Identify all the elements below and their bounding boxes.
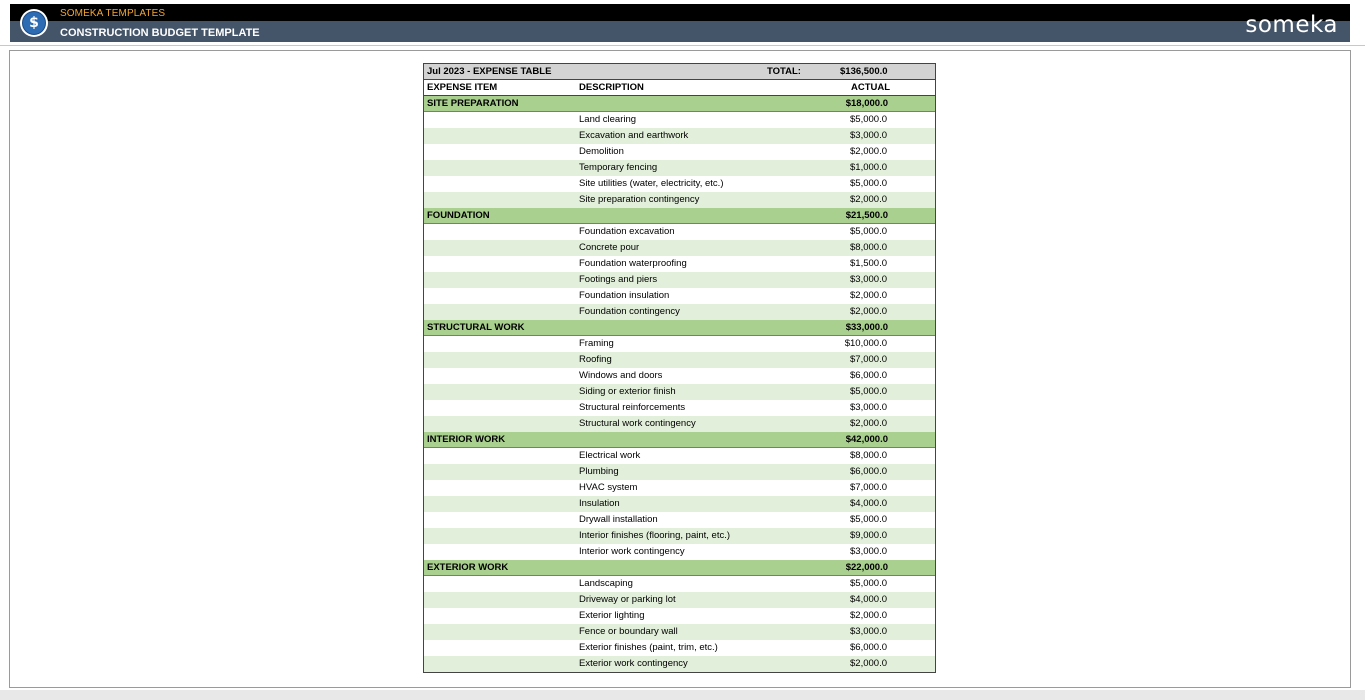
category-name: SITE PREPARATION (427, 98, 519, 109)
item-description: Structural reinforcements (579, 402, 686, 413)
category-total: $18,000.0 (845, 98, 888, 109)
item-description: Foundation waterproofing (579, 258, 687, 269)
item-amount: $5,000.0 (850, 114, 887, 125)
item-description: Fence or boundary wall (579, 626, 678, 637)
item-amount: $5,000.0 (850, 386, 887, 397)
category-total: $42,000.0 (845, 434, 888, 445)
table-row[interactable] (424, 448, 935, 464)
item-amount: $8,000.0 (850, 242, 887, 253)
category-row[interactable] (424, 320, 935, 336)
table-row[interactable] (424, 464, 935, 480)
table-row[interactable] (424, 192, 935, 208)
header-divider (0, 45, 1365, 46)
table-row[interactable] (424, 256, 935, 272)
item-description: Excavation and earthwork (579, 130, 689, 141)
dollar-coin-icon: $ (22, 11, 46, 35)
item-description: Interior work contingency (579, 546, 685, 557)
someka-wordmark[interactable]: someka (1245, 12, 1338, 38)
total-value: $136,500.0 (840, 66, 888, 77)
item-amount: $5,000.0 (850, 178, 887, 189)
table-row[interactable] (424, 624, 935, 640)
table-row[interactable] (424, 112, 935, 128)
expense-table (423, 63, 936, 673)
table-row[interactable] (424, 512, 935, 528)
table-row[interactable] (424, 304, 935, 320)
item-amount: $3,000.0 (850, 626, 887, 637)
logo[interactable] (20, 9, 48, 37)
table-title: Jul 2023 - EXPENSE TABLE (427, 66, 552, 77)
bottom-strip (0, 690, 1365, 700)
table-row[interactable] (424, 272, 935, 288)
item-description: Exterior finishes (paint, trim, etc.) (579, 642, 718, 653)
brand-name[interactable]: SOMEKA TEMPLATES (60, 8, 166, 19)
table-row[interactable] (424, 480, 935, 496)
item-description: Electrical work (579, 450, 641, 461)
item-description: Structural work contingency (579, 418, 696, 429)
item-description: Insulation (579, 498, 620, 509)
item-description: Demolition (579, 146, 624, 157)
item-amount: $2,000.0 (850, 146, 887, 157)
item-amount: $6,000.0 (850, 466, 887, 477)
item-amount: $5,000.0 (850, 226, 887, 237)
table-row[interactable] (424, 592, 935, 608)
item-description: Site utilities (water, electricity, etc.) (579, 178, 724, 189)
item-amount: $3,000.0 (850, 546, 887, 557)
column-header-actual: ACTUAL (851, 82, 891, 93)
category-row[interactable] (424, 96, 935, 112)
column-header-description: DESCRIPTION (579, 82, 644, 93)
item-amount: $9,000.0 (850, 530, 887, 541)
item-description: Footings and piers (579, 274, 658, 285)
category-name: STRUCTURAL WORK (427, 322, 525, 333)
item-description: Exterior lighting (579, 610, 645, 621)
column-header-expense-item: EXPENSE ITEM (427, 82, 498, 93)
item-amount: $7,000.0 (850, 482, 887, 493)
table-row[interactable] (424, 368, 935, 384)
table-row[interactable] (424, 656, 935, 672)
item-amount: $2,000.0 (850, 418, 887, 429)
table-row[interactable] (424, 336, 935, 352)
table-row[interactable] (424, 608, 935, 624)
table-row[interactable] (424, 528, 935, 544)
item-amount: $1,500.0 (850, 258, 887, 269)
item-amount: $6,000.0 (850, 642, 887, 653)
table-row[interactable] (424, 400, 935, 416)
item-description: Interior finishes (flooring, paint, etc.) (579, 530, 731, 541)
item-description: Foundation contingency (579, 306, 680, 317)
table-row[interactable] (424, 544, 935, 560)
item-amount: $2,000.0 (850, 194, 887, 205)
item-amount: $1,000.0 (850, 162, 887, 173)
item-amount: $2,000.0 (850, 290, 887, 301)
item-amount: $2,000.0 (850, 306, 887, 317)
table-row[interactable] (424, 224, 935, 240)
table-row[interactable] (424, 144, 935, 160)
table-row[interactable] (424, 384, 935, 400)
item-amount: $7,000.0 (850, 354, 887, 365)
category-row[interactable] (424, 432, 935, 448)
item-description: Land clearing (579, 114, 637, 125)
category-name: FOUNDATION (427, 210, 490, 221)
item-amount: $4,000.0 (850, 498, 887, 509)
item-description: Concrete pour (579, 242, 640, 253)
table-row[interactable] (424, 160, 935, 176)
table-row[interactable] (424, 352, 935, 368)
category-row[interactable] (424, 560, 935, 576)
category-total: $21,500.0 (845, 210, 888, 221)
table-row[interactable] (424, 640, 935, 656)
item-description: Drywall installation (579, 514, 658, 525)
table-row[interactable] (424, 240, 935, 256)
category-row[interactable] (424, 208, 935, 224)
item-description: Foundation excavation (579, 226, 675, 237)
table-row[interactable] (424, 128, 935, 144)
table-row[interactable] (424, 176, 935, 192)
item-description: HVAC system (579, 482, 638, 493)
item-description: Windows and doors (579, 370, 663, 381)
category-name: INTERIOR WORK (427, 434, 506, 445)
table-row[interactable] (424, 288, 935, 304)
item-amount: $3,000.0 (850, 274, 887, 285)
category-name: EXTERIOR WORK (427, 562, 509, 573)
category-total: $33,000.0 (845, 322, 888, 333)
item-description: Siding or exterior finish (579, 386, 676, 397)
table-row[interactable] (424, 496, 935, 512)
column-header-row[interactable] (424, 80, 935, 96)
item-description: Driveway or parking lot (579, 594, 676, 605)
item-description: Site preparation contingency (579, 194, 700, 205)
item-amount: $2,000.0 (850, 610, 887, 621)
item-amount: $10,000.0 (844, 338, 887, 349)
item-description: Plumbing (579, 466, 619, 477)
table-row[interactable] (424, 576, 935, 592)
item-description: Landscaping (579, 578, 633, 589)
total-label: TOTAL: (767, 66, 801, 77)
item-amount: $4,000.0 (850, 594, 887, 605)
header-top-bar (10, 4, 1350, 21)
item-description: Exterior work contingency (579, 658, 688, 669)
item-description: Foundation insulation (579, 290, 670, 301)
table-title-row[interactable] (424, 64, 935, 80)
page-title: CONSTRUCTION BUDGET TEMPLATE (60, 27, 260, 39)
category-total: $22,000.0 (845, 562, 888, 573)
table-body (424, 96, 935, 672)
item-description: Temporary fencing (579, 162, 658, 173)
item-amount: $3,000.0 (850, 402, 887, 413)
item-description: Framing (579, 338, 614, 349)
item-amount: $5,000.0 (850, 514, 887, 525)
table-row[interactable] (424, 416, 935, 432)
item-amount: $3,000.0 (850, 130, 887, 141)
item-amount: $6,000.0 (850, 370, 887, 381)
item-amount: $5,000.0 (850, 578, 887, 589)
item-amount: $2,000.0 (850, 658, 887, 669)
item-description: Roofing (579, 354, 612, 365)
item-amount: $8,000.0 (850, 450, 887, 461)
app-header (10, 4, 1350, 42)
